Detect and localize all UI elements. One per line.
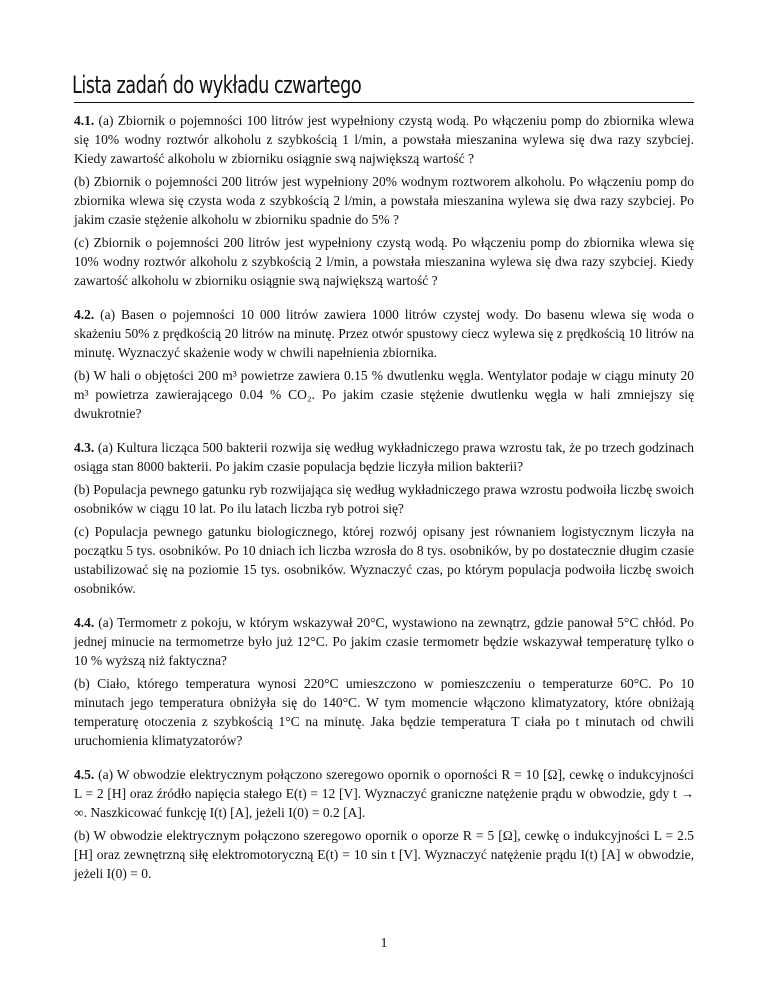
problem-4-5 [74, 765, 694, 883]
problem-text: (b) Populacja pewnego gatunku ryb rozwijająca się według wykładniczego prawa wzrostu podwoiła liczbę swoich osobników w ciągu 10 lat. Po ilu latach liczba ryb potroi się? [74, 482, 694, 516]
problem-4-1 [74, 111, 694, 290]
document-page [74, 70, 694, 898]
problem-part [74, 305, 694, 362]
problem-text: (a) W obwodzie elektrycznym połączono szeregowo opornik o oporności R = 10 [Ω], cewkę o indukcyjności L = 2 [H] oraz źródło napięcia stałego E(t) = 12 [V]. Wyznaczyć graniczne natężenie prądu w obwodzie, gdy t → ∞. Naszkicować funkcję I(t) [A], jeżeli I(0) = 0.2 [A]. [74, 767, 695, 820]
problem-text: (a) Basen o pojemności 10 000 litrów zawiera 1000 litrów czystej wody. Do basenu wlewa się woda o skażeniu 50% z prędkością 20 litrów na minutę. Przez otwór spustowy ciecz wylewa się z prędkością 10 litrów na minutę. Wyznaczyć skażenie wody w chwili napełnienia zbiornika. [74, 307, 695, 360]
problem-text: (b) Zbiornik o pojemności 200 litrów jest wypełniony 20% wodnym roztworem alkoholu. Po włączeniu pomp do zbiornika wlewa się czysta woda z szybkością 2 l/min, a powstała mieszanina wylewa się dwa razy szybciej. Po jakim czasie stężenie alkoholu w zbiorniku spadnie do 5% ? [74, 174, 694, 227]
problem-number: 4.3. [74, 440, 95, 455]
problem-number: 4.1. [74, 113, 95, 128]
problem-number: 4.4. [74, 615, 95, 630]
problem-text: (b) Ciało, którego temperatura wynosi 220°C umieszczono w pomieszczeniu o temperaturze 60°C. Po 10 minutach jego temperatura obniżyła się do 140°C. W tym momencie włączono klimatyzatory, które obniżają temperaturę otoczenia z szybkością 1°C na minutę. Jaka będzie temperatura T ciała po t minutach od chwili uruchomienia klimatyzatorów? [74, 676, 694, 748]
problem-part [74, 765, 694, 822]
page-number: 1 [380, 936, 388, 951]
problem-text: (a) Kultura licząca 500 bakterii rozwija się według wykładniczego prawa wzrostu tak, że po trzech godzinach osiąga stan 8000 bakterii. Po jakim czasie populacja będzie liczyła milion bakterii? [74, 440, 695, 474]
problem-text: (b) W hali o objętości 200 m³ powietrze zawiera 0.15 % dwutlenku węgla. Wentylator podaje w ciągu minuty 20 m³ powietrza zawierającego 0.04 % CO₂. Po jakim czasie stężenie dwutlenku węgla w hali zmniejszy się dwukrotnie? [74, 368, 694, 421]
problem-part [74, 613, 694, 670]
problem-text: (c) Populacja pewnego gatunku biologicznego, której rozwój opisany jest równaniem logistycznym liczyła na początku 5 tys. osobników. Po 10 dniach ich liczba wzrosła do 8 tys. osobników, by po dostatecznie długim czasie ustabilizować się na poziomie 15 tys. osobników. Wyznaczyć czas, po którym populacja podwoiła liczbę swoich osobników. [74, 524, 694, 596]
problem-4-3 [74, 438, 694, 598]
problem-text: (a) Zbiornik o pojemności 100 litrów jest wypełniony czystą wodą. Po włączeniu pomp do zbiornika wlewa się 10% wodny roztwór alkoholu z szybkością 1 l/min, a powstała mieszanina wylewa się dwa razy szybciej. Kiedy zawartość alkoholu w zbiorniku osiągnie swą największą wartość ? [74, 113, 694, 166]
problem-part [74, 111, 694, 168]
problem-text: (a) Termometr z pokoju, w którym wskazywał 20°C, wystawiono na zewnątrz, gdzie panował 5°C chłód. Po jednej minucie na termometrze było już 12°C. Po jakim czasie termometr będzie wskazywał temperaturę tylko o 10 % wyższą niż faktyczna? [74, 615, 695, 668]
problem-text: (c) Zbiornik o pojemności 200 litrów jest wypełniony czystą wodą. Po włączeniu pomp do zbiornika wlewa się 10% wodny roztwór alkoholu z szybkością 2 l/min, a powstała mieszanina wylewa się dwa razy szybciej. Kiedy zawartość alkoholu w zbiorniku osiągnie swą największą wartość ? [74, 235, 694, 288]
problem-4-2 [74, 305, 694, 423]
problem-text: (b) W obwodzie elektrycznym połączono szeregowo opornik o oporze R = 5 [Ω], cewkę o indukcyjności L = 2.5 [H] oraz zewnętrzną siłę elektromotoryczną E(t) = 10 sin t [V]. Wyznaczyć natężenie prądu I(t) [A] w obwodzie, jeżeli I(0) = 0. [74, 828, 694, 881]
problem-4-4 [74, 613, 694, 750]
title-rule [74, 102, 694, 103]
page-title: Lista zadań do wykładu czwartego [72, 71, 362, 99]
problem-part [74, 438, 694, 476]
problem-number: 4.5. [74, 767, 95, 782]
problem-number: 4.2. [74, 307, 95, 322]
